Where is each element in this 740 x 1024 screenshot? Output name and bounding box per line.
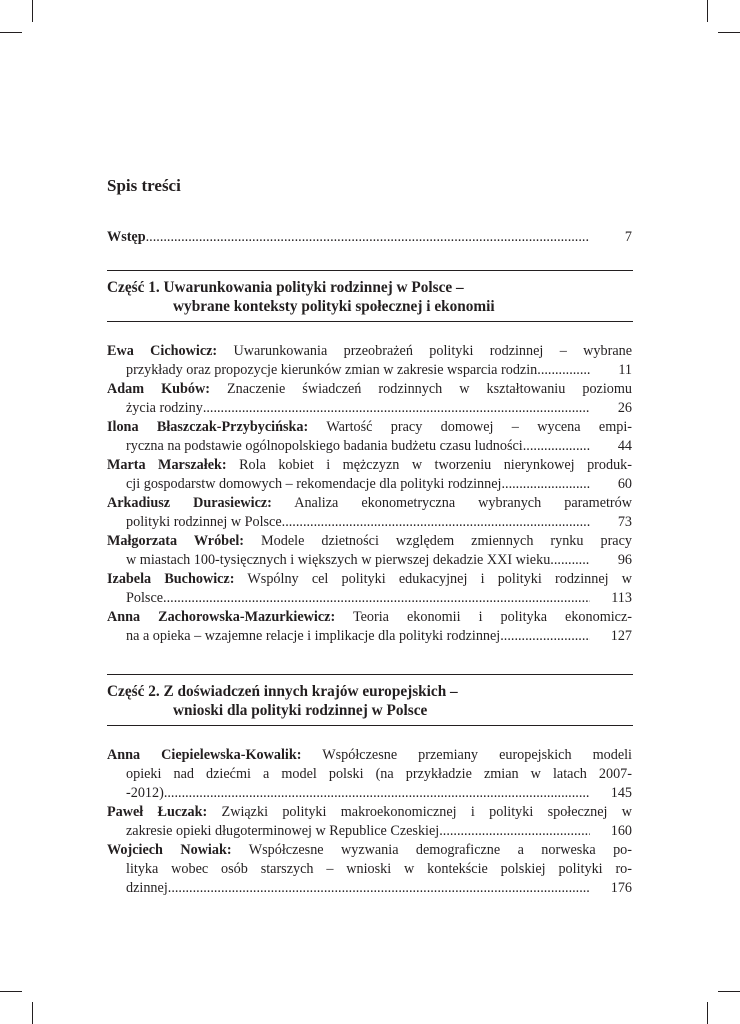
- intro-label: Wstęp: [107, 229, 146, 245]
- entry-title-end: życia rodziny: [126, 400, 203, 416]
- page-number: 11: [618, 362, 632, 378]
- entry-last-line: [107, 475, 632, 494]
- page-number: 127: [610, 628, 632, 644]
- toc-entry[interactable]: [107, 342, 632, 380]
- page-number: 176: [610, 880, 632, 896]
- part-title-line: Część 1. Uwarunkowania polityki rodzinnej w Polsce –: [107, 279, 464, 296]
- entry-first-line: [107, 418, 632, 437]
- entry-title-part: Modele dzietności względem zmiennych rynku pracy: [261, 533, 632, 549]
- entry-first-line: [107, 608, 632, 627]
- entry-last-line: [107, 627, 632, 646]
- crop-mark: [718, 991, 740, 992]
- page-number: 160: [610, 823, 632, 839]
- crop-mark: [32, 0, 33, 22]
- dot-leader: [146, 228, 590, 247]
- entry-author: Izabela Buchowicz:: [107, 571, 235, 587]
- page-number: 26: [617, 400, 632, 416]
- entry-title-end: Polsce: [126, 590, 164, 606]
- dot-leader: [203, 399, 590, 418]
- toc-entry[interactable]: [107, 494, 632, 532]
- entry-first-line: [107, 803, 632, 822]
- toc-entry[interactable]: [107, 456, 632, 494]
- entry-author: Arkadiusz Durasiewicz:: [107, 495, 272, 511]
- page-number: 60: [617, 476, 632, 492]
- entry-title-part: Współczesne wyzwania demograficzne a norweska po-: [248, 842, 632, 858]
- crop-mark: [0, 991, 22, 992]
- page-number: 113: [611, 590, 632, 606]
- page-number: 7: [624, 229, 632, 245]
- entry-title-end: na a opieka – wzajemne relacje i implikacje dla polityki rodzinnej: [126, 628, 501, 644]
- entry-first-line: [107, 380, 632, 399]
- page-number: 96: [617, 552, 632, 568]
- entry-last-line: [107, 437, 632, 456]
- entry-first-line: [107, 456, 632, 475]
- entry-title-end: cji gospodarstw domowych – rekomendacje dla polityki rodzinnej: [126, 476, 502, 492]
- entry-title-end: w miastach 100-tysięcznych i większych w pierwszej dekadzie XXI wieku: [126, 552, 551, 568]
- entry-last-line: [107, 822, 632, 841]
- crop-mark: [707, 1002, 708, 1024]
- entry-last-line: [107, 589, 632, 608]
- entry-title-part: Uwarunkowania przeobrażeń polityki rodzinnej – wybrane: [233, 343, 632, 359]
- dot-leader: [523, 437, 590, 456]
- dot-leader: [168, 879, 590, 898]
- part-rule-bottom: [107, 725, 633, 726]
- entry-author: Anna Zachorowska-Mazurkiewicz:: [107, 609, 336, 625]
- entry-first-line: [107, 570, 632, 589]
- page-number: 73: [617, 514, 632, 530]
- dot-leader: [282, 513, 590, 532]
- toc-entry[interactable]: [107, 841, 632, 898]
- toc-entry[interactable]: [107, 570, 632, 608]
- entry-title-part: Analiza ekonometryczna wybranych parametrów: [294, 495, 632, 511]
- entry-first-line: [107, 841, 632, 860]
- dot-leader: [163, 589, 590, 608]
- entry-author: Paweł Łuczak:: [107, 804, 208, 820]
- part-title-line: Część 2. Z doświadczeń innych krajów europejskich –: [107, 683, 458, 700]
- entry-author: Marta Marszałek:: [107, 457, 227, 473]
- entry-last-line: [107, 784, 632, 803]
- entry-author: Anna Ciepielewska-Kowalik:: [107, 747, 302, 763]
- entry-author: Ewa Cichowicz:: [107, 343, 218, 359]
- crop-mark: [0, 32, 22, 33]
- entry-last-line: [107, 879, 632, 898]
- crop-mark: [707, 0, 708, 22]
- entry-title-part: Związki polityki makroekonomicznej i polityki społecznej w: [221, 804, 632, 820]
- page-title: Spis treści: [107, 176, 181, 195]
- entry-title-line: lityka wobec osób starszych – wnioski w kontekście polskiej polityki ro-: [126, 861, 632, 877]
- dot-leader: [550, 551, 590, 570]
- toc-entry[interactable]: [107, 608, 632, 646]
- entry-title-part: Rola kobiet i mężczyzn w tworzeniu nierynkowej produk-: [239, 457, 632, 473]
- part-rule-bottom: [107, 321, 633, 322]
- entry-title-end: -2012): [126, 785, 164, 801]
- entry-first-line: [107, 746, 632, 765]
- dot-leader: [501, 475, 590, 494]
- entry-first-line: [107, 532, 632, 551]
- entry-last-line: [107, 361, 632, 380]
- entry-title-end: polityki rodzinnej w Polsce: [126, 514, 282, 530]
- entry-first-line: [107, 494, 632, 513]
- part-title-line: wybrane konteksty polityki społecznej i ekonomii: [173, 298, 495, 315]
- entry-title-end: ryczna na podstawie ogólnopolskiego badania budżetu czasu ludności: [126, 438, 523, 454]
- entry-last-line: [107, 399, 632, 418]
- toc-entry[interactable]: [107, 380, 632, 418]
- toc-entry[interactable]: [107, 418, 632, 456]
- dot-leader: [537, 361, 590, 380]
- entry-author: Małgorzata Wróbel:: [107, 533, 245, 549]
- part-rule-top: [107, 270, 633, 271]
- entry-title-part: Wspólny cel polityki edukacyjnej i polityki rodzinnej w: [247, 571, 632, 587]
- toc-entry[interactable]: [107, 803, 632, 841]
- entry-last-line: [107, 513, 632, 532]
- entry-author: Wojciech Nowiak:: [107, 842, 232, 858]
- page-number: 44: [617, 438, 632, 454]
- toc-entry-intro[interactable]: [107, 228, 632, 247]
- dot-leader: [164, 784, 590, 803]
- toc-entry[interactable]: [107, 532, 632, 570]
- part-rule-top: [107, 674, 633, 675]
- entry-author: Ilona Błaszczak-Przybycińska:: [107, 419, 309, 435]
- entry-author: Adam Kubów:: [107, 381, 210, 397]
- part-title-line: wnioski dla polityki rodzinnej w Polsce: [173, 702, 428, 719]
- part-title: [107, 682, 458, 720]
- crop-mark: [32, 1002, 33, 1024]
- crop-mark: [718, 32, 740, 33]
- toc-entry[interactable]: [107, 746, 632, 803]
- dot-leader: [500, 627, 590, 646]
- entry-title-end: dzinnej: [126, 880, 168, 896]
- entry-title-part: Wartość pracy domowej – wycena empi-: [326, 419, 632, 435]
- entry-title-line: opieki nad dziećmi a model polski (na przykładzie zmian w latach 2007-: [126, 766, 632, 782]
- entry-title-end: przykłady oraz propozycje kierunków zmian w zakresie wsparcia rodzin: [126, 362, 538, 378]
- entry-title-part: Teoria ekonomii i polityka ekonomicz-: [352, 609, 632, 625]
- page-number: 145: [610, 785, 632, 801]
- entry-title-end: zakresie opieki długoterminowej w Republice Czeskiej: [126, 823, 440, 839]
- entry-title-part: Współczesne przemiany europejskich modeli: [322, 747, 632, 763]
- entry-last-line: [107, 551, 632, 570]
- dot-leader: [439, 822, 590, 841]
- entry-title-part: Znaczenie świadczeń rodzinnych w kształtowaniu poziomu: [227, 381, 632, 397]
- entry-first-line: [107, 342, 632, 361]
- part-title: [107, 278, 495, 316]
